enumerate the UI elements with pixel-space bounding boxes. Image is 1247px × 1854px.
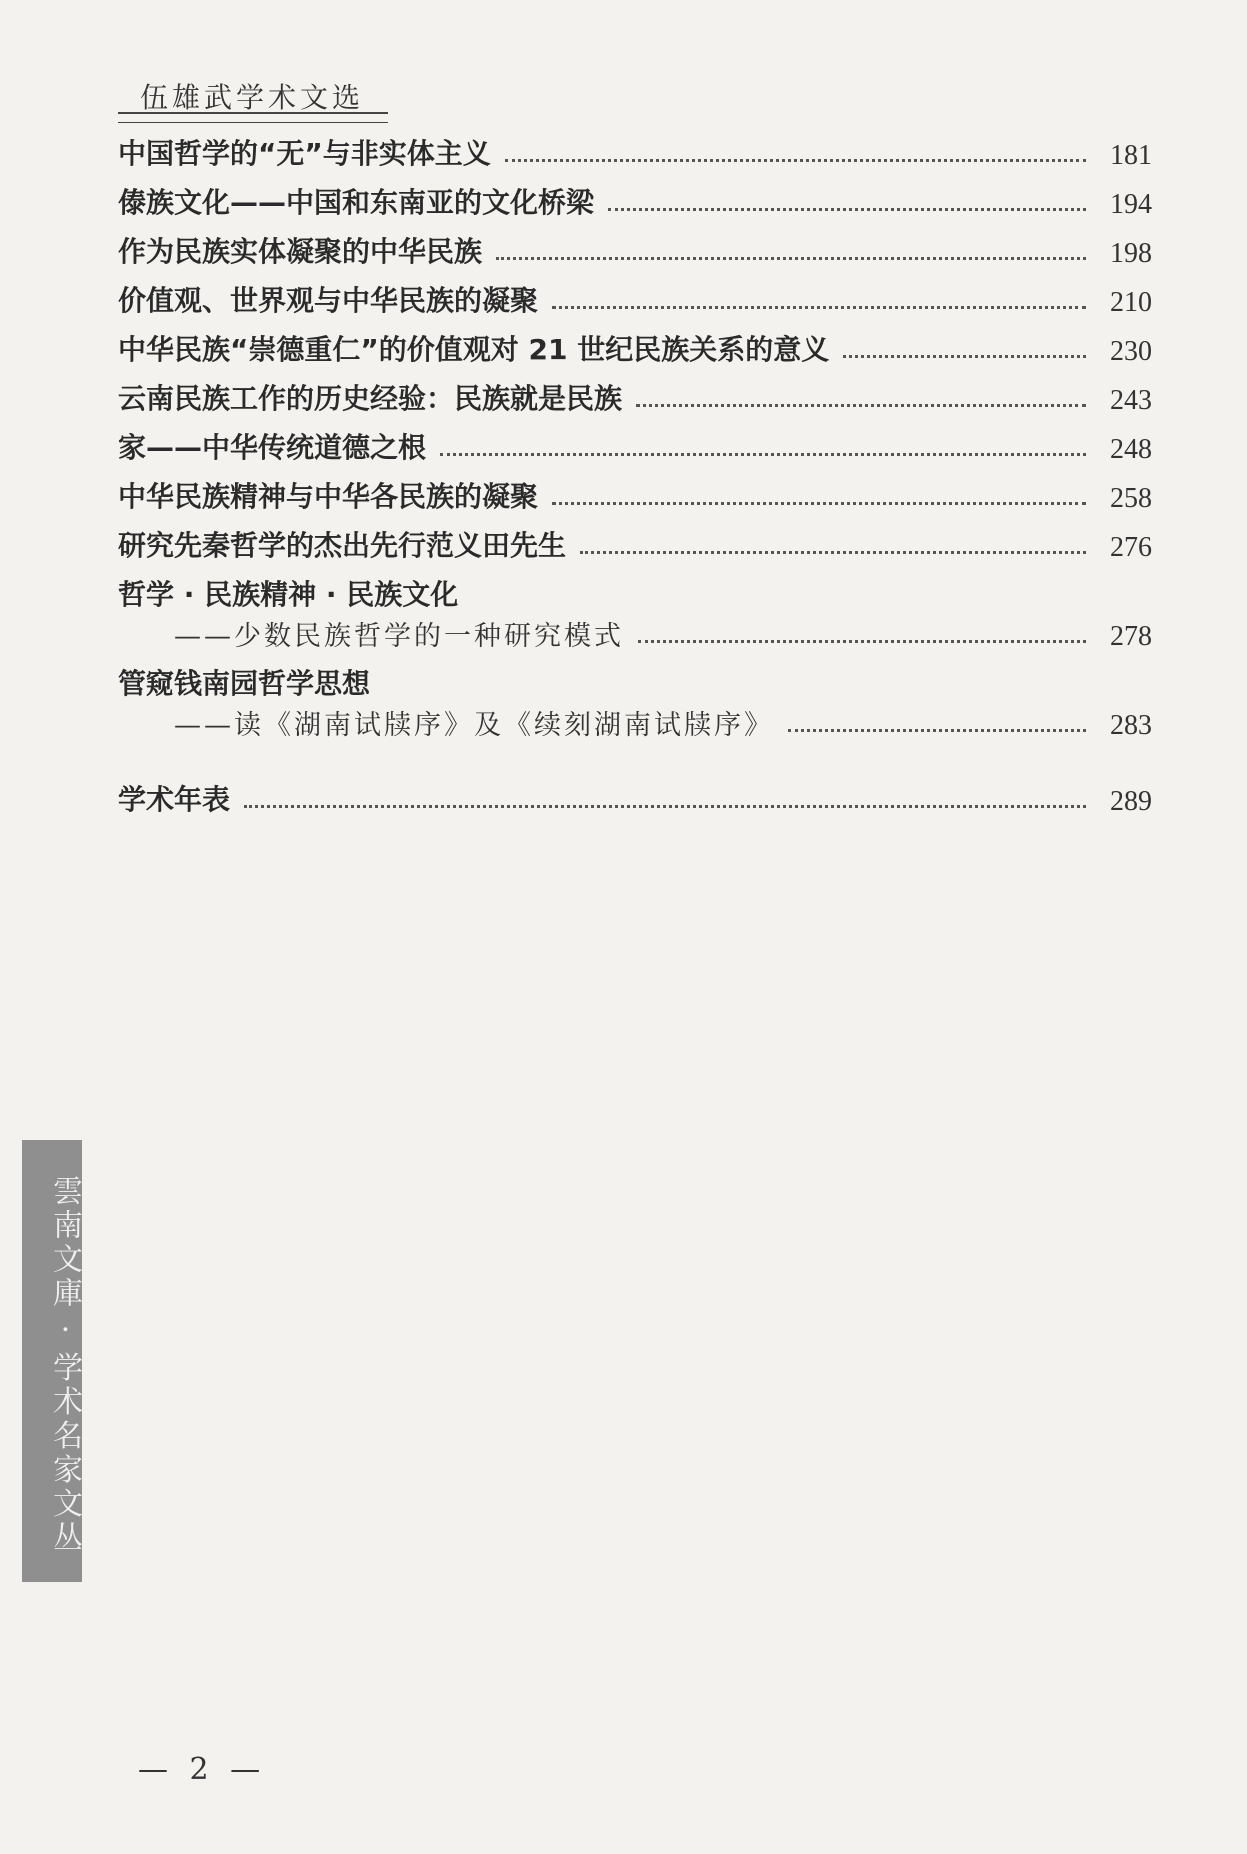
toc-page-number: 210	[1110, 287, 1152, 318]
toc-page-number: 276	[1110, 532, 1152, 563]
toc-entry	[118, 426, 1152, 466]
toc-title: 中华民族精神与中华各民族的凝聚	[118, 480, 539, 513]
toc-title: 哲学 · 民族精神 · 民族文化	[118, 578, 459, 611]
toc-entry	[118, 328, 1152, 368]
toc-title: 研究先秦哲学的杰出先行范义田先生	[118, 529, 567, 562]
toc-title: 云南民族工作的历史经验：民族就是民族	[118, 382, 623, 415]
toc-entry-continuation	[118, 613, 1152, 653]
toc-entry	[118, 377, 1152, 417]
toc-title: 作为民族实体凝聚的中华民族	[118, 235, 483, 268]
leader-dots	[552, 305, 1086, 309]
toc-page-number: 278	[1110, 621, 1152, 652]
toc-page-number: 289	[1110, 786, 1152, 817]
toc-subtitle: ——读《湖南试牍序》及《续刻湖南试牍序》	[174, 710, 774, 741]
toc-entry	[118, 573, 1152, 613]
running-header: 伍雄武学术文选	[140, 81, 365, 114]
toc-page-number: 198	[1110, 238, 1152, 269]
toc-title: 中华民族“崇德重仁”的价值观对 21 世纪民族关系的意义	[118, 333, 830, 366]
toc-title: 学术年表	[118, 783, 231, 816]
page-number-footer: — 2 —	[138, 1752, 267, 1787]
toc-page-number: 194	[1110, 189, 1152, 220]
series-name: 雲南文庫 · 学术名家文丛	[47, 1174, 82, 1556]
toc-title: 管窥钱南园哲学思想	[118, 667, 371, 700]
leader-dots	[638, 639, 1086, 643]
toc-entry	[118, 279, 1152, 319]
toc-subtitle: ——少数民族哲学的一种研究模式	[174, 621, 624, 652]
leader-dots	[496, 256, 1086, 260]
toc-page-number: 230	[1110, 336, 1152, 367]
leader-dots	[843, 354, 1086, 358]
toc-entry	[118, 778, 1152, 818]
leader-dots	[244, 804, 1086, 808]
toc-entry	[118, 132, 1152, 172]
toc-title: 家——中华传统道德之根	[118, 431, 427, 464]
toc-entry	[118, 524, 1152, 564]
toc-page-number: 181	[1110, 140, 1152, 171]
leader-dots	[505, 158, 1086, 162]
leader-dots	[788, 728, 1086, 732]
leader-dots	[608, 207, 1086, 211]
toc-entry	[118, 475, 1152, 515]
toc-title: 价值观、世界观与中华民族的凝聚	[118, 284, 539, 317]
toc-page-number: 283	[1110, 710, 1152, 741]
leader-dots	[552, 501, 1086, 505]
leader-dots	[440, 452, 1086, 456]
toc-page-number: 258	[1110, 483, 1152, 514]
toc-entry	[118, 662, 1152, 702]
leader-dots	[636, 403, 1086, 407]
toc-title: 傣族文化——中国和东南亚的文化桥梁	[118, 186, 595, 219]
toc-title: 中国哲学的“无”与非实体主义	[118, 137, 491, 170]
header-rule	[118, 112, 388, 123]
toc-entry-continuation	[118, 702, 1152, 742]
toc-entry	[118, 181, 1152, 221]
toc-entry	[118, 230, 1152, 270]
toc-page-number: 243	[1110, 385, 1152, 416]
leader-dots	[580, 550, 1086, 554]
series-side-band	[22, 1140, 82, 1582]
toc-page-number: 248	[1110, 434, 1152, 465]
